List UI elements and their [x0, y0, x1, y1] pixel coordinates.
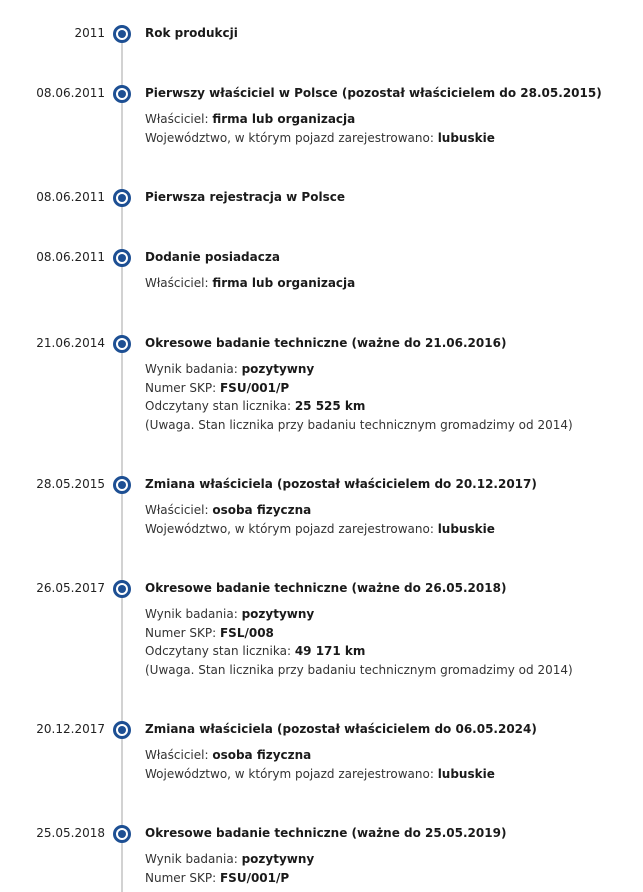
- event-date: 21.06.2014: [36, 336, 105, 350]
- detail-value: FSL/008: [219, 625, 274, 640]
- detail-row: [145, 661, 573, 680]
- timeline-marker-icon: [113, 825, 131, 843]
- detail-label: Odczytany stan licznika:: [145, 644, 295, 658]
- timeline-marker-icon: [113, 25, 131, 43]
- timeline-marker-icon: [113, 721, 131, 739]
- detail-label: Wynik badania:: [145, 362, 242, 376]
- detail-row: [145, 110, 495, 129]
- detail-row: [145, 274, 355, 293]
- detail-row: [145, 624, 573, 643]
- event-details: [145, 274, 355, 293]
- event-details: [145, 605, 573, 679]
- detail-row: [145, 605, 573, 624]
- event-title: Okresowe badanie techniczne (ważne do 21.06.2016): [145, 336, 507, 350]
- event-date: 25.05.2018: [36, 826, 105, 840]
- detail-value: 49 171 km: [294, 644, 366, 658]
- detail-row: [145, 379, 573, 398]
- event-date: 08.06.2011: [36, 190, 105, 204]
- event-date: 20.12.2017: [36, 722, 105, 736]
- event-details: [145, 110, 495, 147]
- detail-label: Numer SKP:: [145, 870, 220, 885]
- timeline-marker-icon: [113, 249, 131, 267]
- event-date: 28.05.2015: [36, 477, 105, 491]
- event-title: Pierwsza rejestracja w Polsce: [145, 190, 345, 204]
- detail-value: lubuskie: [437, 130, 495, 145]
- detail-label: Numer SKP:: [145, 380, 220, 395]
- timeline-line: [121, 32, 123, 892]
- event-title: Rok produkcji: [145, 26, 238, 40]
- timeline-marker-icon: [113, 189, 131, 207]
- detail-value: osoba fizyczna: [212, 748, 312, 762]
- detail-label: Odczytany stan licznika:: [145, 399, 295, 413]
- event-details: [145, 501, 495, 538]
- event-date: 08.06.2011: [36, 250, 105, 264]
- event-title: Dodanie posiadacza: [145, 250, 280, 264]
- detail-note: (Uwaga. Stan licznika przy badaniu technicznym gromadzimy od 2014): [145, 417, 573, 432]
- detail-row: [145, 869, 314, 888]
- detail-value: FSU/001/P: [219, 870, 290, 885]
- detail-row: [145, 520, 495, 539]
- detail-label: Województwo, w którym pojazd zarejestrowano:: [145, 130, 438, 145]
- detail-value: firma lub organizacja: [212, 112, 356, 126]
- detail-value: lubuskie: [437, 766, 495, 781]
- event-details: [145, 850, 314, 887]
- detail-label: Wynik badania:: [145, 852, 242, 866]
- event-title: Pierwszy właściciel w Polsce (pozostał właścicielem do 28.05.2015): [145, 86, 602, 100]
- event-title: Zmiana właściciela (pozostał właścicielem do 06.05.2024): [145, 722, 537, 736]
- detail-value: FSU/001/P: [219, 380, 290, 395]
- event-date: 2011: [74, 26, 105, 40]
- timeline-marker-icon: [113, 580, 131, 598]
- detail-row: [145, 129, 495, 148]
- detail-row: [145, 501, 495, 520]
- detail-row: [145, 360, 573, 379]
- detail-row: [145, 850, 314, 869]
- timeline-marker-icon: [113, 85, 131, 103]
- detail-value: pozytywny: [241, 362, 315, 376]
- detail-row: [145, 397, 573, 416]
- detail-note: (Uwaga. Stan licznika przy badaniu technicznym gromadzimy od 2014): [145, 662, 573, 677]
- event-details: [145, 360, 573, 434]
- detail-label: Właściciel:: [145, 748, 213, 762]
- detail-label: Właściciel:: [145, 503, 213, 517]
- detail-label: Numer SKP:: [145, 625, 220, 640]
- detail-value: firma lub organizacja: [212, 276, 356, 290]
- detail-label: Właściciel:: [145, 276, 213, 290]
- detail-label: Województwo, w którym pojazd zarejestrowano:: [145, 521, 438, 536]
- event-title: Okresowe badanie techniczne (ważne do 25.05.2019): [145, 826, 507, 840]
- event-date: 08.06.2011: [36, 86, 105, 100]
- detail-label: Właściciel:: [145, 112, 213, 126]
- detail-value: pozytywny: [241, 852, 315, 866]
- event-title: Zmiana właściciela (pozostał właścicielem do 20.12.2017): [145, 477, 537, 491]
- detail-value: pozytywny: [241, 607, 315, 621]
- event-details: [145, 746, 495, 783]
- detail-row: [145, 765, 495, 784]
- detail-value: 25 525 km: [294, 399, 366, 413]
- detail-row: [145, 642, 573, 661]
- detail-value: osoba fizyczna: [212, 503, 312, 517]
- event-title: Okresowe badanie techniczne (ważne do 26.05.2018): [145, 581, 507, 595]
- detail-label: Wynik badania:: [145, 607, 242, 621]
- detail-row: [145, 416, 573, 435]
- detail-label: Województwo, w którym pojazd zarejestrowano:: [145, 766, 438, 781]
- timeline-marker-icon: [113, 335, 131, 353]
- event-date: 26.05.2017: [36, 581, 105, 595]
- timeline-marker-icon: [113, 476, 131, 494]
- detail-value: lubuskie: [437, 521, 495, 536]
- detail-row: [145, 746, 495, 765]
